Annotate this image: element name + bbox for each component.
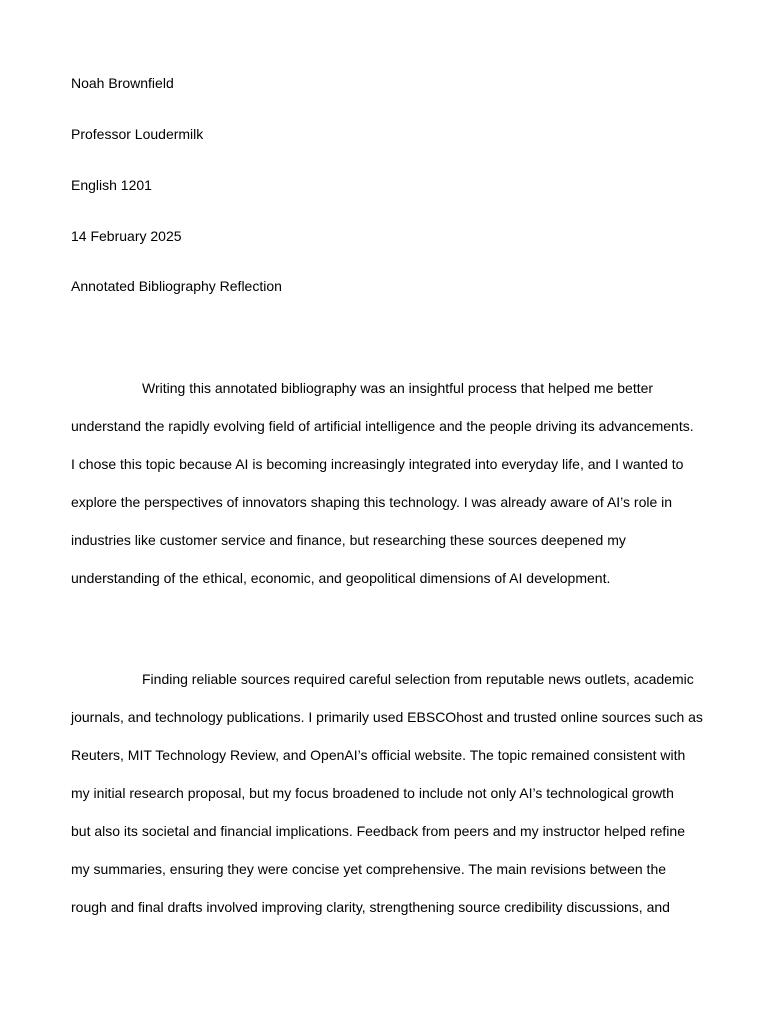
paragraph-line: understand the rapidly evolving field of artificial intelligence and the people driving its advancements. (71, 418, 694, 434)
paragraph-line: Writing this annotated bibliography was an insightful process that helped me better (142, 380, 654, 396)
paragraph-line: industries like customer service and finance, but researching these sources deepened my (71, 532, 626, 548)
paragraph-line: I chose this topic because AI is becoming increasingly integrated into everyday life, and I wanted to (71, 456, 684, 472)
paragraph-line: but also its societal and financial implications. Feedback from peers and my instructor helped refine (71, 823, 685, 839)
document-date: 14 February 2025 (71, 228, 182, 244)
paragraph-line: rough and final drafts involved improving clarity, strengthening source credibility discussions, and (71, 899, 670, 915)
paragraph-line: my initial research proposal, but my focus broadened to include not only AI’s technological growth (71, 785, 674, 801)
student-name: Noah Brownfield (71, 75, 174, 91)
professor-name: Professor Loudermilk (71, 126, 204, 142)
paragraph-line: Finding reliable sources required careful selection from reputable news outlets, academic (142, 671, 694, 687)
document-title: Annotated Bibliography Reflection (71, 278, 282, 294)
paragraph-line: my summaries, ensuring they were concise yet comprehensive. The main revisions between the (71, 861, 667, 877)
paragraph-1 (71, 378, 701, 606)
course-name: English 1201 (71, 177, 152, 193)
paragraph-line: understanding of the ethical, economic, and geopolitical dimensions of AI development. (71, 570, 611, 586)
paragraph-line: Reuters, MIT Technology Review, and OpenAI’s official website. The topic remained consistent with (71, 747, 686, 763)
paragraph-line: explore the perspectives of innovators shaping this technology. I was already aware of AI’s role in (71, 494, 673, 510)
paragraph-2 (71, 669, 701, 935)
paragraph-line: journals, and technology publications. I primarily used EBSCOhost and trusted online sources such as (71, 709, 703, 725)
